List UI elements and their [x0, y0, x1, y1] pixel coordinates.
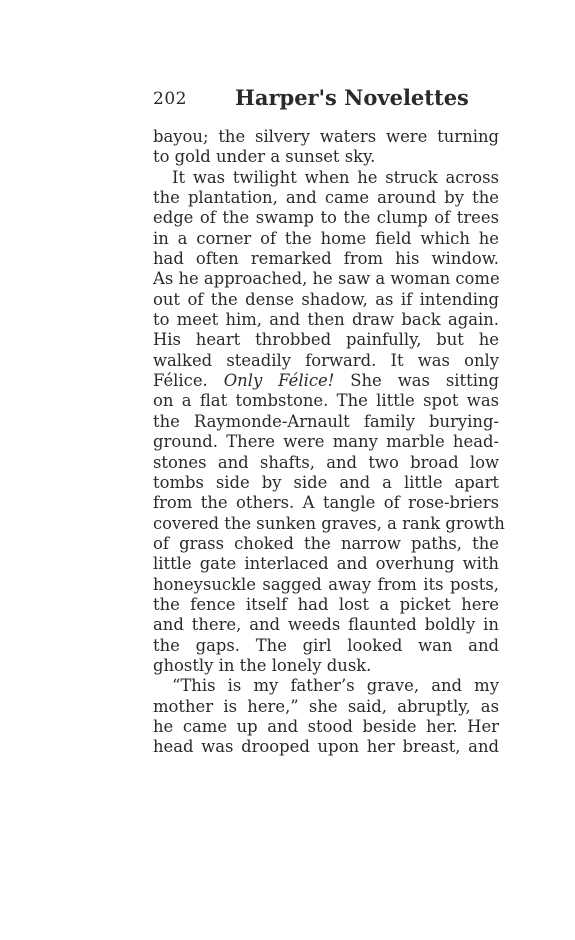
text-line: he came up and stood beside her. Her — [153, 716, 499, 736]
text-line: out of the dense shadow, as if intending — [153, 289, 499, 309]
text-line: “This is my father’s grave, and my — [172, 676, 499, 696]
body-text — [153, 127, 505, 758]
text-line-with-italic — [153, 371, 499, 391]
text-line: edge of the swamp to the clump of trees — [153, 208, 499, 228]
text-line: on a flat tombstone. The little spot was — [153, 391, 499, 411]
text-line: in a corner of the home field which he — [153, 228, 499, 248]
text-line: mother is here,” she said, abruptly, as — [153, 696, 499, 716]
text-line: to gold under a sunset sky. — [153, 147, 376, 167]
text-line: the fence itself had lost a picket here — [153, 594, 499, 614]
text-line: from the others. A tangle of rose-briers — [153, 493, 499, 513]
text-line: of grass choked the narrow paths, the — [153, 533, 499, 553]
page-header — [153, 85, 499, 111]
text-line: honeysuckle sagged away from its posts, — [153, 574, 499, 594]
running-head: Harper's Novelettes — [235, 85, 469, 110]
text-line: the Raymonde-Arnault family burying- — [153, 411, 499, 431]
text-line: walked steadily forward. It was only — [153, 350, 499, 370]
text-line: the gaps. The girl looked wan and — [153, 635, 499, 655]
text-line: bayou; the silvery waters were turning — [153, 127, 499, 146]
text-fragment: She was sitting — [334, 371, 499, 391]
text-line: covered the sunken graves, a rank growth — [153, 513, 505, 533]
page-number: 202 — [153, 89, 187, 109]
text-line: little gate interlaced and overhung with — [153, 554, 499, 574]
text-line: stones and shafts, and two broad low — [153, 452, 499, 472]
italic-phrase: Only Félice! — [223, 371, 335, 391]
text-line: to meet him, and then draw back again. — [153, 310, 499, 330]
text-line: ghostly in the lonely dusk. — [153, 655, 372, 675]
text-line: the plantation, and came around by the — [153, 188, 499, 208]
text-line: had often remarked from his window. — [153, 249, 499, 269]
text-line: tombs side by side and a little apart — [153, 472, 499, 492]
text-line: and there, and weeds flaunted boldly in — [153, 615, 499, 635]
text-line: It was twilight when he struck across — [172, 167, 499, 187]
text-line: His heart throbbed painfully, but he — [153, 330, 499, 350]
text-line: head was drooped upon her breast, and — [153, 737, 499, 757]
text-fragment: Félice. — [153, 371, 224, 391]
text-line: ground. There were many marble head- — [153, 432, 499, 452]
text-line: As he approached, he saw a woman come — [153, 269, 500, 289]
